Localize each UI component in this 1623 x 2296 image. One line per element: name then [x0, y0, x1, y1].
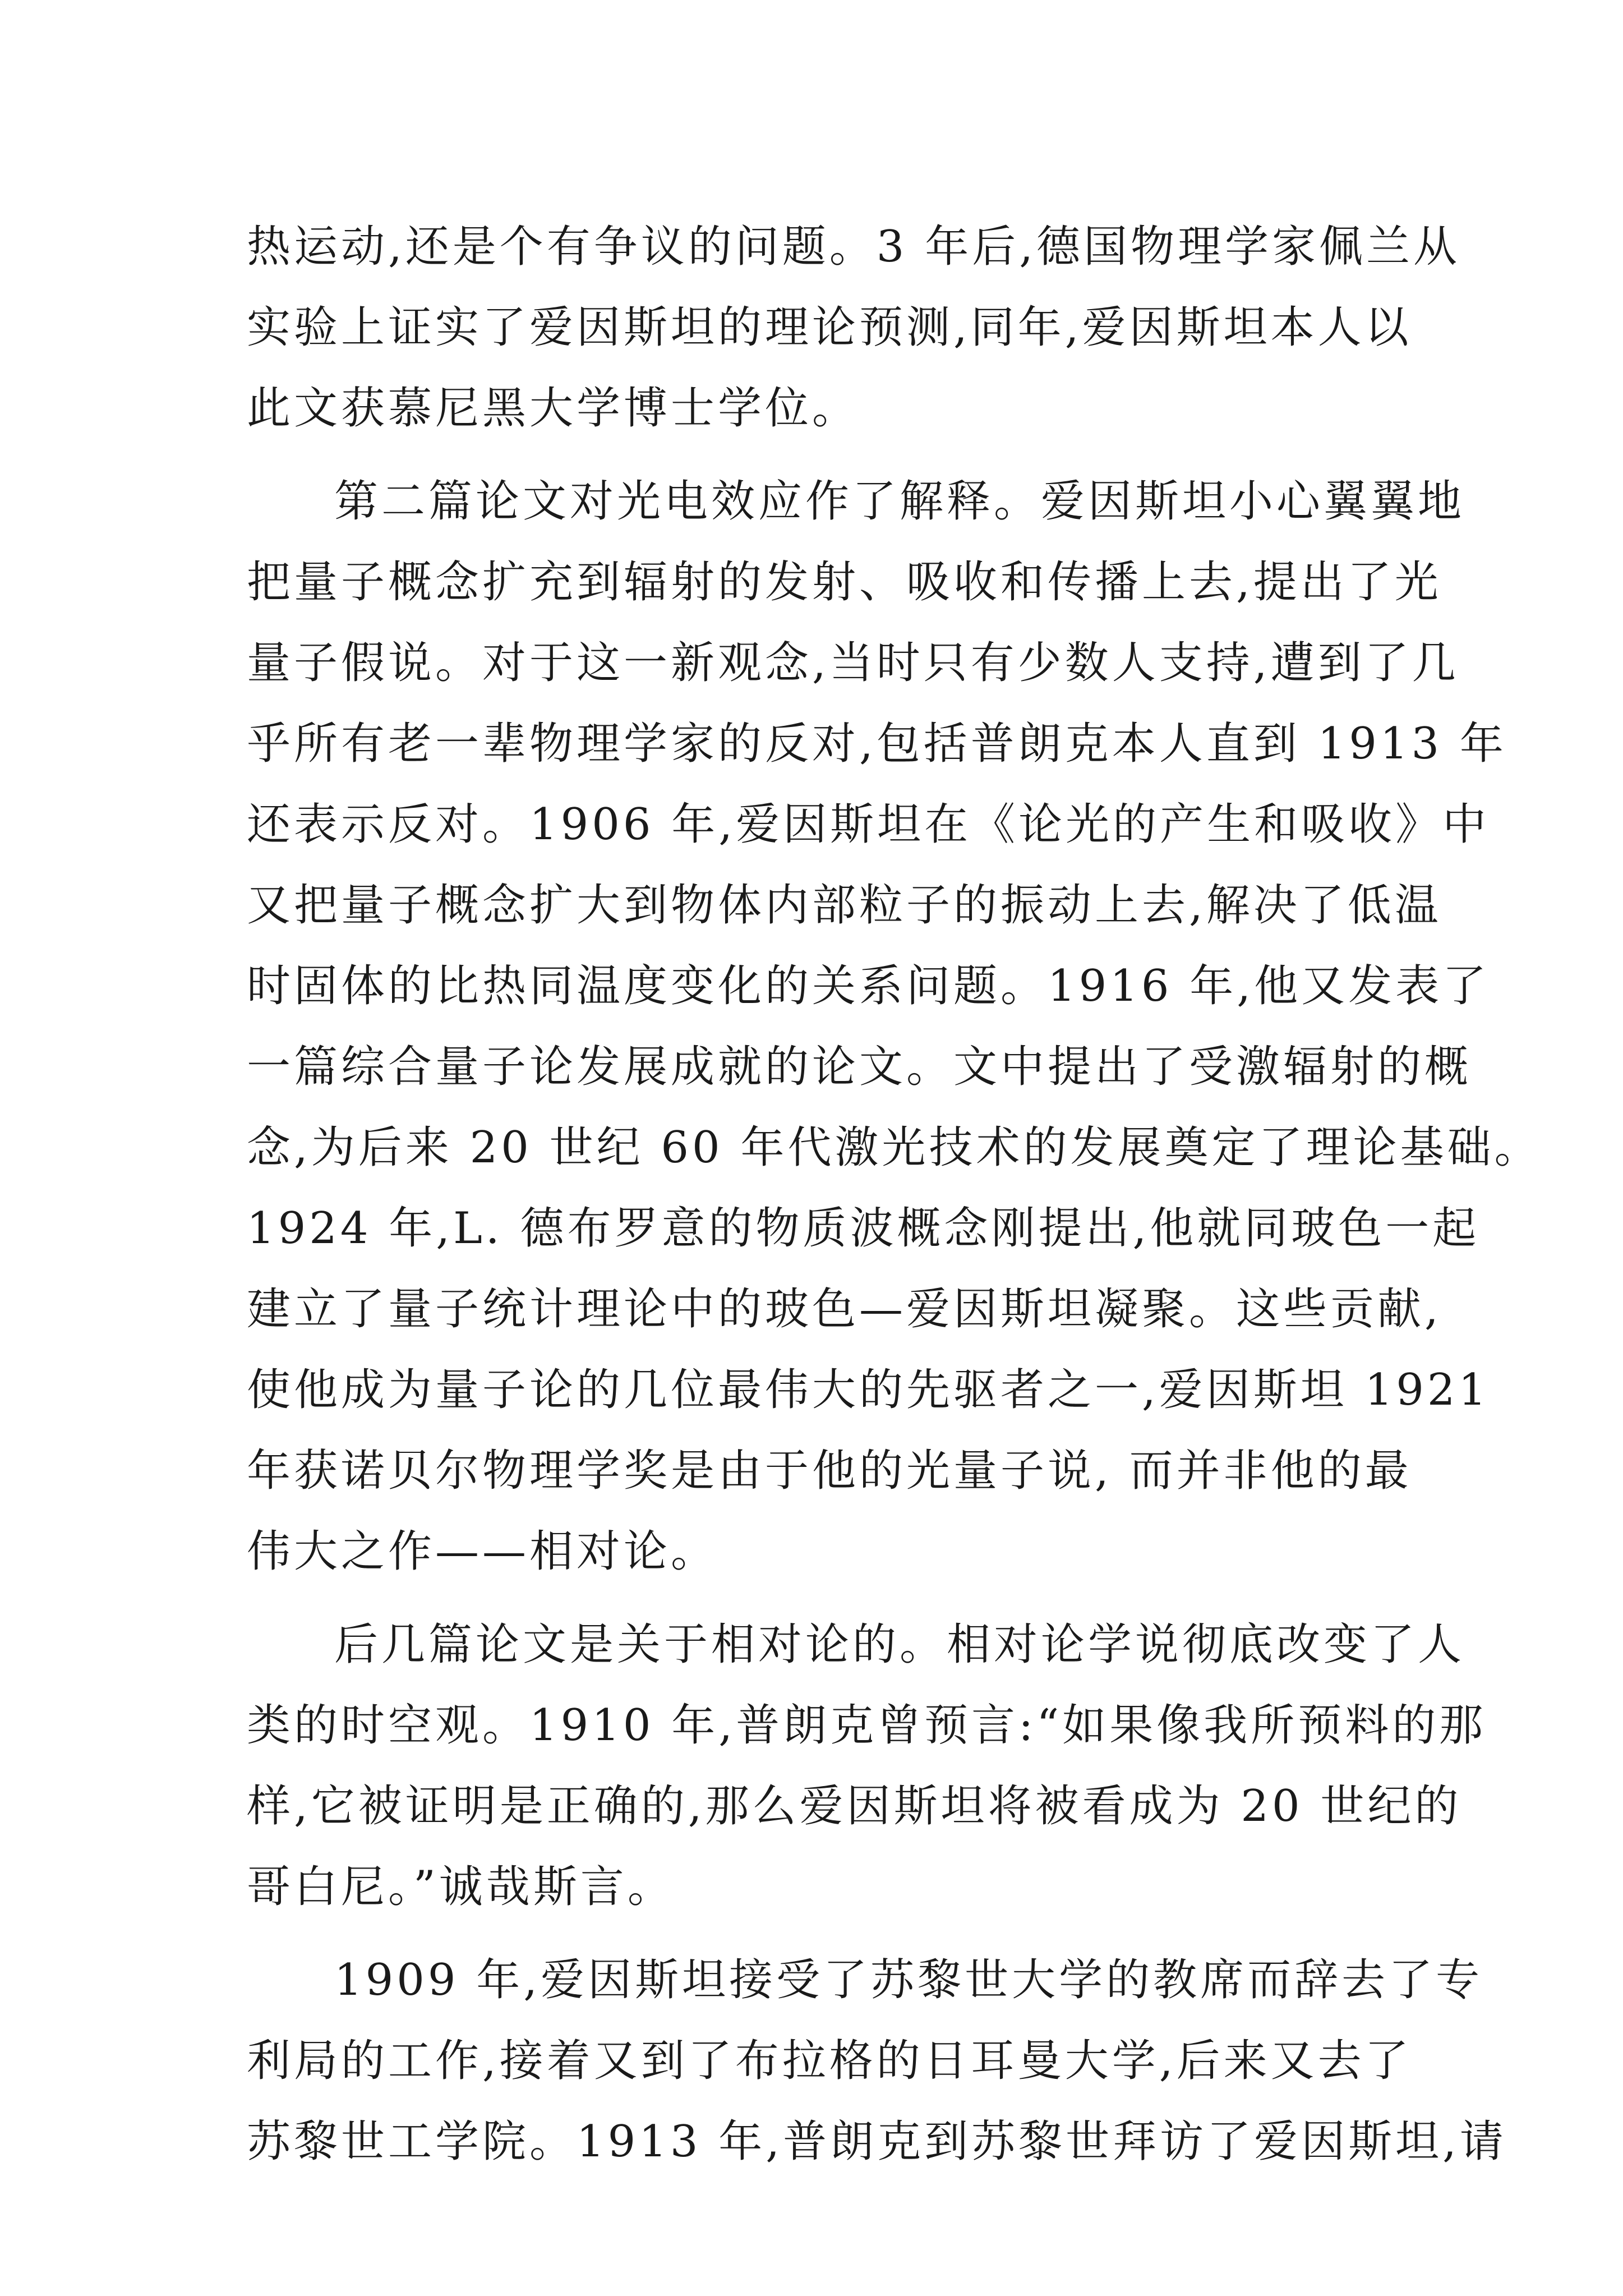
text-line: 后几篇论文是关于相对论的。相对论学说彻底改变了人	[334, 1619, 1465, 1670]
paragraph	[247, 206, 1461, 449]
text-line: 念,为后来 20 世纪 60 年代激光技术的发展奠定了理论基础。	[247, 1122, 1542, 1173]
text-line: 又把量子概念扩大到物体内部粒子的振动上去,解决了低温	[247, 880, 1442, 931]
text-line: 伟大之作——相对论。	[247, 1526, 718, 1577]
paragraph	[247, 1604, 1487, 1927]
text-line: 1909 年,爱因斯坦接受了苏黎世大学的教席而辞去了专	[334, 1955, 1483, 2005]
text-line: 年获诺贝尔物理学奖是由于他的光量子说, 而并非他的最	[247, 1446, 1412, 1496]
text-line: 第二篇论文对光电效应作了解释。爱因斯坦小心翼翼地	[334, 476, 1465, 527]
text-line: 使他成为量子论的几位最伟大的先驱者之一,爱因斯坦 1921	[247, 1365, 1490, 1415]
text-line: 利局的工作,接着又到了布拉格的日耳曼大学,后来又去了	[247, 2036, 1412, 2086]
paragraph	[247, 461, 1542, 1592]
text-line: 实验上证实了爱因斯坦的理论预测,同年,爱因斯坦本人以	[247, 302, 1412, 353]
text-line: 建立了量子统计理论中的玻色—爱因斯坦凝聚。这些贡献,	[247, 1284, 1442, 1335]
text-line: 此文获慕尼黑大学博士学位。	[247, 383, 860, 434]
text-line: 还表示反对。1906 年,爱因斯坦在《论光的产生和吸收》中	[247, 799, 1490, 850]
text-line: 样,它被证明是正确的,那么爱因斯坦将被看成为 20 世纪的	[247, 1781, 1462, 1832]
paragraph	[247, 1940, 1507, 2182]
text-line: 时固体的比热同温度变化的关系问题。1916 年,他又发表了	[247, 961, 1490, 1011]
text-line: 一篇综合量子论发展成就的论文。文中提出了受激辐射的概	[247, 1042, 1472, 1092]
text-line: 量子假说。对于这一新观念,当时只有少数人支持,遭到了几	[247, 638, 1459, 688]
body-text	[247, 206, 1542, 2182]
text-line: 热运动,还是个有争议的问题。3 年后,德国物理学家佩兰从	[247, 222, 1461, 272]
text-line: 苏黎世工学院。1913 年,普朗克到苏黎世拜访了爱因斯坦,请	[247, 2116, 1507, 2167]
text-line: 类的时空观。1910 年,普朗克曾预言:“如果像我所预料的那	[247, 1700, 1487, 1751]
text-line: 1924 年,L. 德布罗意的物质波概念刚提出,他就同玻色一起	[247, 1203, 1480, 1254]
text-line: 把量子概念扩充到辐射的发射、吸收和传播上去,提出了光	[247, 557, 1442, 608]
text-line: 乎所有老一辈物理学家的反对,包括普朗克本人直到 1913 年	[247, 719, 1507, 769]
text-line: 哥白尼。”诚哉斯言。	[247, 1862, 675, 1912]
